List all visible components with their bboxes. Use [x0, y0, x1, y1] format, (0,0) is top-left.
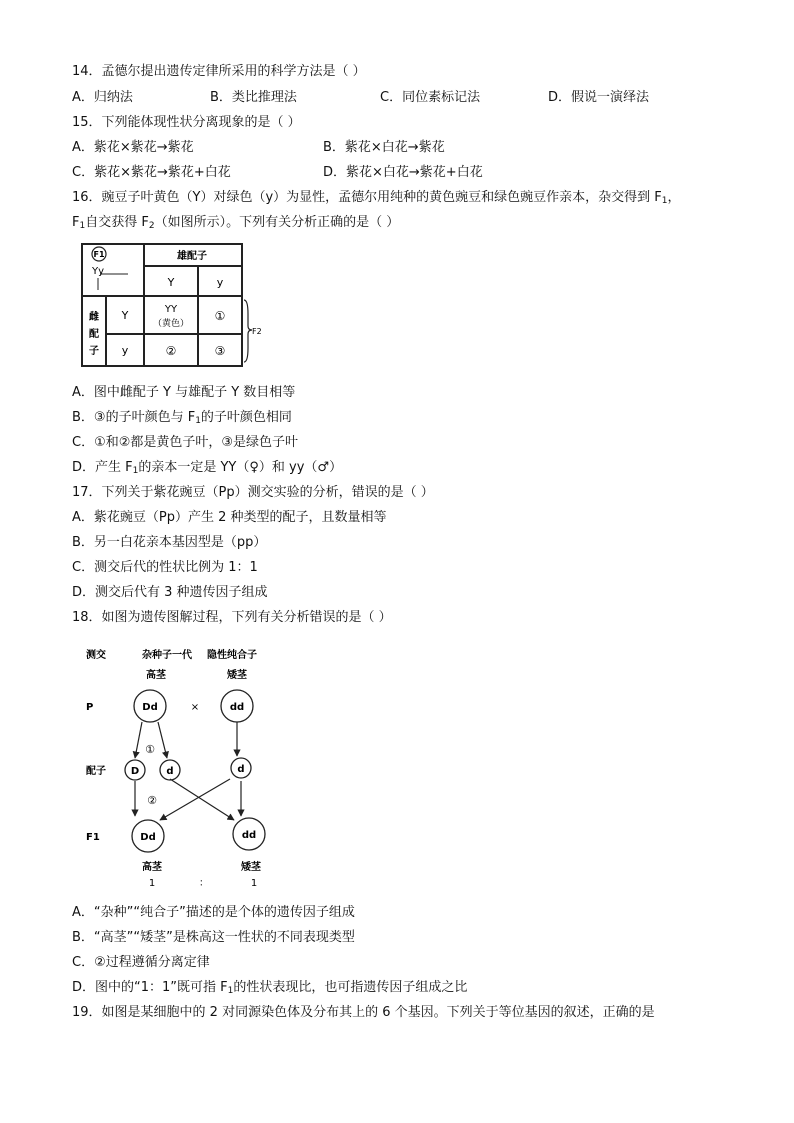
q16-option-d: D．产生 $F_1$的亲本一定是 YY（♀）和 yy（♂） — [72, 460, 343, 476]
cell-3: ③ — [214, 344, 226, 358]
female-gamete-Y: Y — [121, 309, 129, 322]
offspring-dd: dd — [241, 830, 257, 841]
q18-option-a: A．“杂种”“纯合子”描述的是个体的遗传因子组成 — [72, 905, 355, 920]
q14-option-c: C．同位素标记法 — [380, 90, 481, 105]
q14-option-d: D．假说一演绎法 — [548, 90, 650, 105]
female-gamete-y: y — [121, 344, 129, 357]
f1-genotype: Yy — [92, 266, 105, 277]
label-p: P — [86, 702, 94, 713]
punnett-square-figure — [72, 238, 272, 374]
label-f1: F1 — [86, 832, 100, 843]
q17-option-a: A．紫花豌豆（Pp）产生 2 种类型的配子，且数量相等 — [72, 510, 387, 525]
q14-option-b: B．类比推理法 — [210, 90, 297, 105]
male-gamete-Y: Y — [167, 276, 175, 289]
q19-stem: 19．如图是某细胞中的 2 对同源染色体及分布其上的 6 个基因。下列关于等位基因的叙述，正确的是 — [72, 1005, 655, 1020]
cell-1: ① — [214, 309, 226, 323]
cross-symbol: × — [190, 702, 200, 713]
label-short: 矮茎 — [227, 670, 247, 681]
q18-option-c: C．②过程遵循分离定律 — [72, 955, 210, 970]
title-recessive-homozygote: 隐性纯合子 — [207, 650, 257, 661]
label-tall: 高茎 — [146, 670, 166, 681]
step-2: ② — [147, 794, 157, 807]
q17-stem: 17．下列关于紫花豌豆（Pp）测交实验的分析，错误的是（ ） — [72, 485, 434, 500]
q15-option-a: A．紫花×紫花→紫花 — [72, 140, 194, 155]
offspring-short: 矮茎 — [241, 862, 261, 873]
q15-option-c: C．紫花×紫花→紫花+白花 — [72, 165, 231, 180]
male-gametes-label: 雄配子 — [177, 251, 207, 262]
q16-option-a: A．图中雌配子 Y 与雄配子 Y 数目相等 — [72, 385, 296, 400]
q18-stem: 18．如图为遗传图解过程，下列有关分析错误的是（ ） — [72, 610, 392, 625]
q15-stem: 15．下列能体现性状分离现象的是（ ） — [72, 115, 301, 130]
q17-option-d: D．测交后代有 3 种遗传因子组成 — [72, 585, 268, 600]
cell-YY-note: （黄色） — [152, 319, 190, 329]
offspring-tall: 高茎 — [142, 862, 162, 873]
q16-stem-line2: $F_1$自交获得 $F_2$（如图所示）。下列有关分析正确的是（ ） — [72, 215, 400, 231]
q17-option-c: C．测交后代的性状比例为 1：1 — [72, 560, 258, 575]
q18-option-d: D．图中的“1：1”既可指 $F_1$的性状表现比，也可指遗传因子组成之比 — [72, 980, 468, 996]
gamete-d-1: d — [166, 766, 174, 777]
q15-option-b: B．紫花×白花→紫花 — [323, 140, 445, 155]
female-gametes-label-1: 雌 — [89, 312, 99, 323]
q14-option-a: A．归纳法 — [72, 90, 133, 105]
parent-Dd: Dd — [142, 702, 158, 713]
q15-option-d: D．紫花×白花→紫花+白花 — [323, 165, 483, 180]
offspring-Dd: Dd — [140, 832, 156, 843]
q16-option-b: B．③的子叶颜色与 $F_1$的子叶颜色相同 — [72, 410, 292, 426]
parent-dd: dd — [229, 702, 245, 713]
gamete-D: D — [130, 766, 140, 777]
step-1: ① — [145, 743, 155, 756]
title-hybrid-f1: 杂种子一代 — [142, 650, 192, 661]
female-gametes-label-2: 配 — [89, 329, 99, 340]
title-test-cross: 测交 — [86, 650, 106, 661]
f1-circle-label: F1 — [93, 250, 105, 259]
cell-2: ② — [165, 344, 177, 358]
f2-label: F2 — [252, 327, 262, 336]
q17-option-b: B．另一白花亲本基因型是（pp） — [72, 535, 267, 550]
ratio-2: 1 — [250, 878, 258, 889]
female-gametes-label-3: 子 — [89, 346, 99, 357]
male-gamete-y: y — [216, 276, 224, 289]
label-gametes: 配子 — [86, 766, 106, 777]
q14-stem: 14．孟德尔提出遗传定律所采用的科学方法是（ ） — [72, 64, 366, 79]
ratio-1: 1 — [148, 878, 156, 889]
gamete-d-2: d — [237, 764, 245, 775]
q16-option-c: C．①和②都是黄色子叶，③是绿色子叶 — [72, 435, 299, 450]
ratio-separator: ： — [199, 878, 209, 889]
test-cross-diagram — [72, 640, 292, 890]
q18-option-b: B．“高茎”“矮茎”是株高这一性状的不同表现类型 — [72, 930, 355, 945]
cell-YY: YY — [164, 304, 178, 315]
q16-stem-line1: 16．豌豆子叶黄色（Y）对绿色（y）为显性，孟德尔用纯种的黄色豌豆和绿色豌豆作亲本，杂交得到 $F_1$， — [72, 190, 681, 206]
